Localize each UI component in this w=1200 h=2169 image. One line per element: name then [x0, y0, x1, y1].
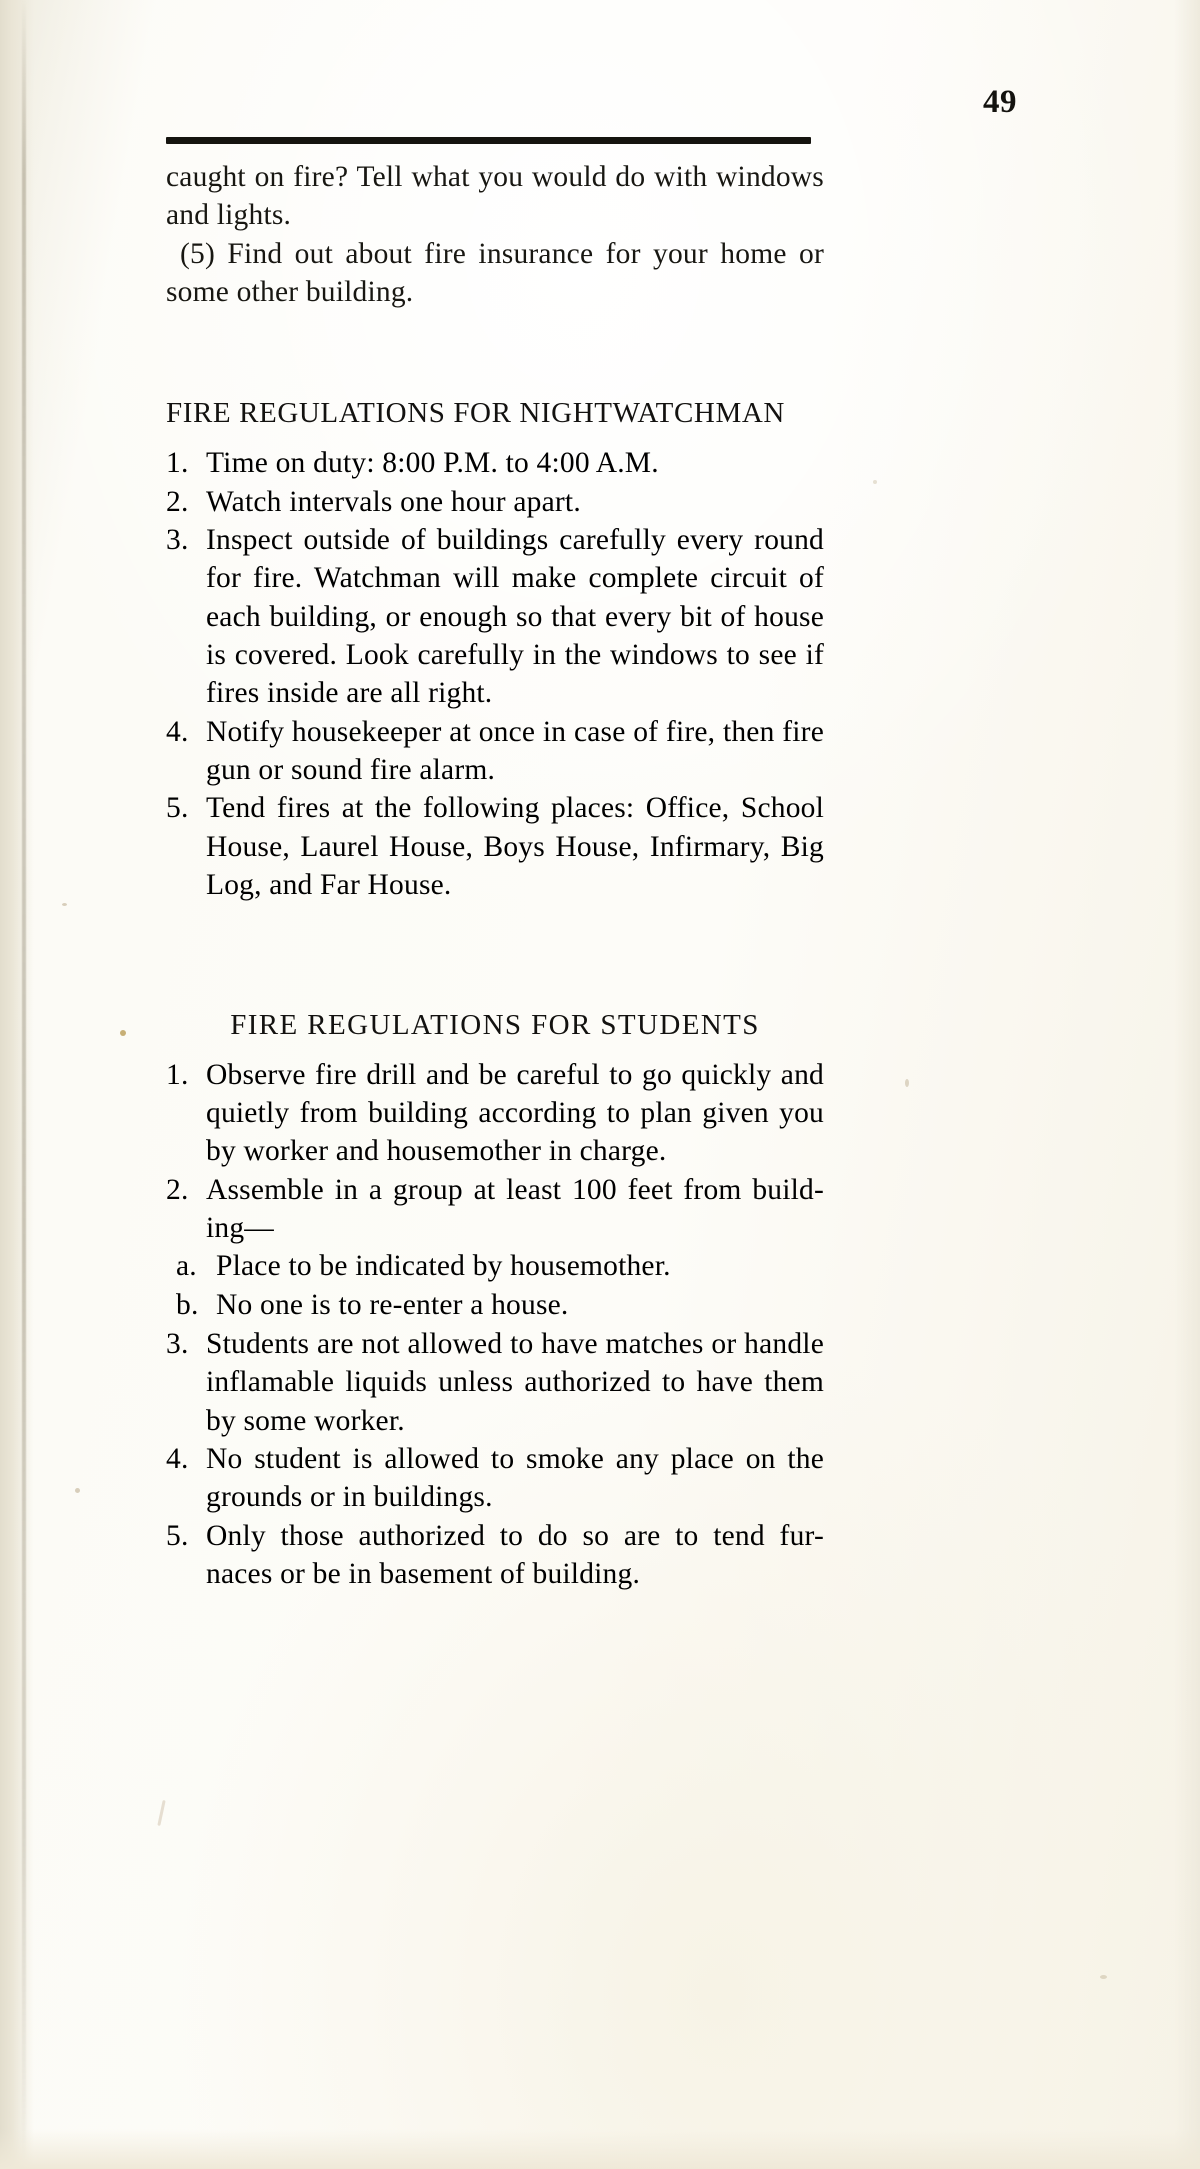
- page-tear-line: [22, 0, 26, 2169]
- list-marker: 3.: [166, 1328, 189, 1361]
- list-item: [166, 1056, 824, 1171]
- list-marker: 4.: [166, 1443, 189, 1476]
- list-marker: 5.: [166, 792, 189, 825]
- list-item: [166, 1286, 824, 1325]
- paper-speck: [62, 903, 67, 906]
- list-item-text: Observe fire drill and be careful to go quickly and quietly from building according to plan given you by worker and housemother in charge.: [206, 1058, 824, 1168]
- list-marker: 4.: [166, 715, 189, 748]
- header-rule: [166, 137, 811, 144]
- list-marker: 2.: [166, 485, 189, 518]
- students-regulations-list-part2: [166, 1325, 824, 1593]
- list-marker: b.: [176, 1289, 199, 1322]
- list-item: [166, 444, 824, 482]
- list-marker: 5.: [166, 1519, 189, 1552]
- list-item: [166, 521, 824, 713]
- list-item-text: No one is to re-enter a house.: [216, 1289, 569, 1322]
- list-item-text: Place to be indicated by housemother.: [216, 1250, 671, 1283]
- list-item: [166, 1325, 824, 1440]
- students-regulations-list-part1: [166, 1056, 824, 1248]
- list-item: [166, 1517, 824, 1594]
- section-heading-students: FIRE REGULATIONS FOR STUDENTS: [230, 1008, 760, 1041]
- list-item: [166, 1171, 824, 1248]
- page-right-edge-shadow: [1174, 0, 1200, 2169]
- list-item-text: Notify housekeeper at once in case of fire, then fire gun or sound fire alarm.: [206, 715, 824, 787]
- text-column: [166, 158, 824, 1594]
- list-item-text: Students are not allowed to have matches or handle inflamable liquids unless authorized to have them by some worker.: [206, 1328, 824, 1437]
- list-item: [166, 483, 824, 521]
- paper-speck: [75, 1488, 80, 1493]
- list-item-text: Assemble in a group at least 100 feet from build-ing—: [206, 1173, 824, 1244]
- list-marker: 2.: [166, 1173, 189, 1206]
- list-item-text: Only those authorized to do so are to tend fur-naces or be in basement of building.: [206, 1519, 824, 1591]
- page-number: 49: [983, 84, 1017, 120]
- section-gap: [166, 905, 824, 963]
- section-heading-nightwatchman: FIRE REGULATIONS FOR NIGHTWATCHMAN: [166, 397, 785, 430]
- continuation-item-5: (5) Find out about fire insurance for your home or some other building.: [166, 237, 824, 309]
- students-sub-list: [166, 1247, 824, 1325]
- list-marker: 1.: [166, 1058, 189, 1091]
- paper-speck: [905, 1079, 909, 1087]
- list-item-text: Inspect outside of buildings carefully every round for fire. Watchman will make complete circuit of each building, or enough so that every bit of house is covered. Look carefully in the windows to see if fires inside are all right.: [206, 524, 824, 710]
- list-marker: 3.: [166, 524, 189, 557]
- paper-speck: [157, 1800, 165, 1826]
- list-item: [166, 1247, 824, 1286]
- list-item-text: Time on duty: 8:00 P.M. to 4:00 A.M.: [206, 447, 659, 480]
- section-gap: [166, 311, 824, 351]
- nightwatchman-regulations-list: [166, 444, 824, 904]
- continuation-paragraph: caught on fire? Tell what you would do with windows and lights.: [166, 161, 824, 232]
- paper-speck: [120, 1030, 126, 1036]
- list-item-text: Tend fires at the following places: Office, School House, Laurel House, Boys House, Infirmary, Big Log, and Far House.: [206, 792, 824, 902]
- page-bottom-edge-shadow: [0, 2129, 1200, 2169]
- list-marker: 1.: [166, 447, 189, 480]
- list-item: [166, 789, 824, 904]
- list-item-text: Watch intervals one hour apart.: [206, 485, 581, 518]
- paper-speck: [873, 480, 877, 484]
- paper-speck: [1100, 1975, 1107, 1979]
- list-item: [166, 713, 824, 790]
- page-left-edge-shadow: [0, 0, 34, 2169]
- list-marker: a.: [176, 1250, 197, 1283]
- list-item: [166, 1440, 824, 1517]
- list-item-text: No student is allowed to smoke any place on the grounds or in buildings.: [206, 1443, 824, 1514]
